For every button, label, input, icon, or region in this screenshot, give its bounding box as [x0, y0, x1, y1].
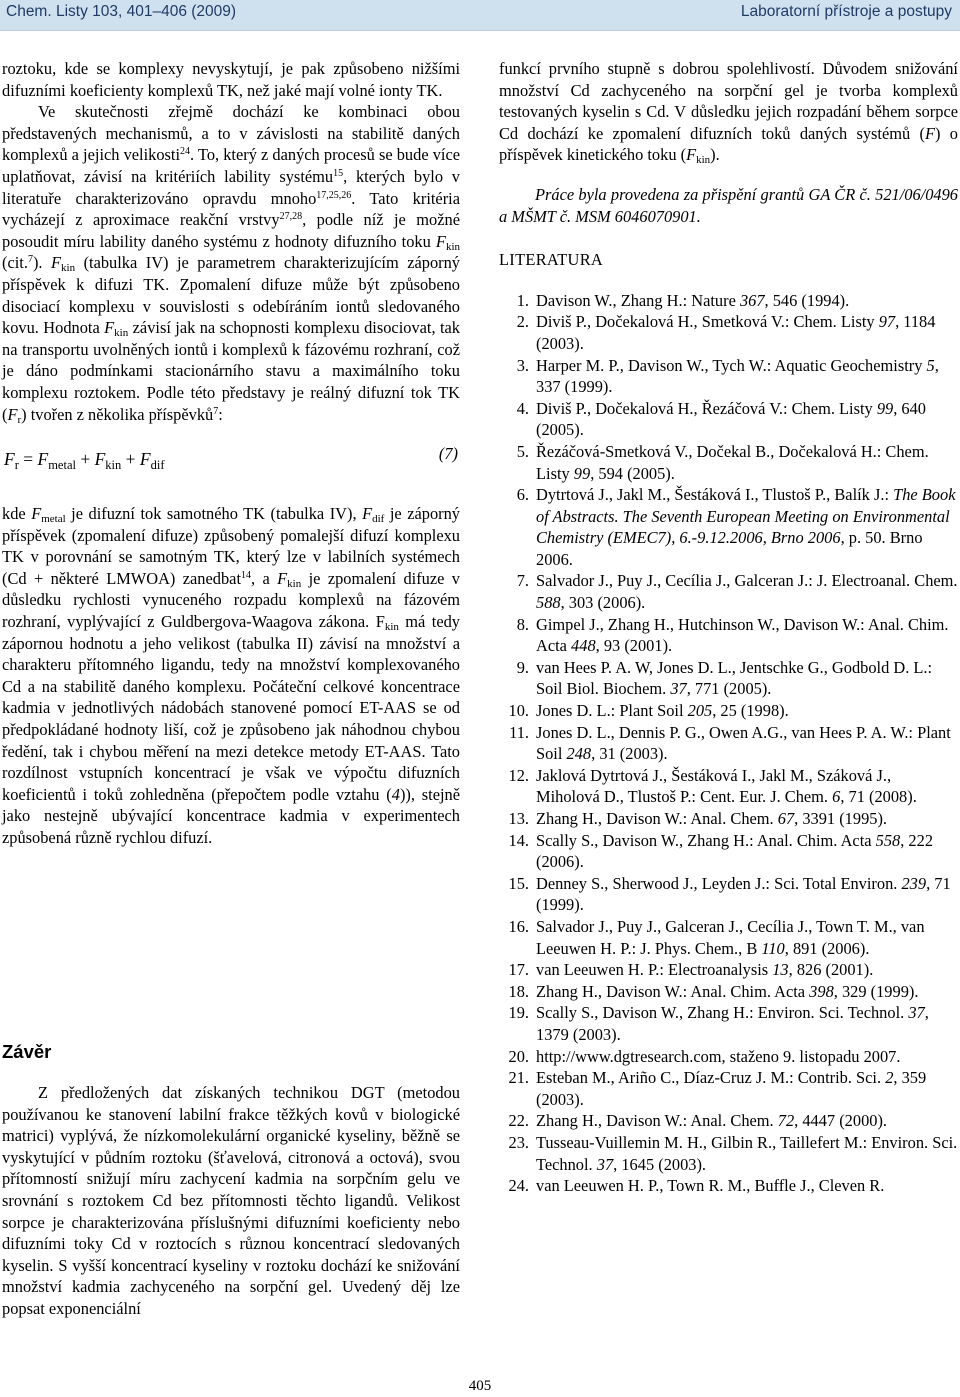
reference-list	[499, 290, 958, 1197]
reference-item	[499, 398, 958, 441]
reference-text: van Leeuwen H. P., Town R. M., Buffle J., Cleven R.	[536, 1176, 885, 1196]
reference-item	[499, 355, 958, 398]
paragraph: roztoku, kde se komplexy nevyskytují, je pak způsobeno nižšími difuzními koeficienty komplexů TK, než jaké mají volné ionty TK.	[2, 59, 460, 100]
reference-number: 5.	[516, 441, 529, 461]
reference-number: 9.	[516, 657, 529, 677]
reference-number: 13.	[508, 809, 529, 828]
reference-number: 1.	[516, 290, 529, 310]
reference-item	[499, 808, 958, 830]
reference-text: Zhang H., Davison W.: Anal. Chem. 67, 3391 (1995).	[536, 809, 888, 828]
reference-text: Scally S., Davison W., Zhang H.: Anal. Chim. Acta 558, 222 (2006).	[536, 830, 934, 872]
section-heading-conclusion: Závěr	[2, 1041, 52, 1062]
acknowledgement: Práce byla provedena za přispění grantů GA ČR č. 521/06/0496 a MŠMT č. MSM 6046070901.	[499, 184, 958, 226]
reference-number: 8.	[516, 614, 529, 634]
reference-item	[499, 311, 958, 354]
reference-text: Scally S., Davison W., Zhang H.: Environ. Sci. Technol. 37, 1379 (2003).	[536, 1003, 929, 1044]
reference-number: 16.	[508, 916, 529, 936]
reference-item	[499, 1067, 958, 1110]
reference-item	[499, 873, 958, 916]
reference-number: 6.	[516, 485, 529, 505]
reference-text: Gimpel J., Zhang H., Hutchinson W., Davison W.: Anal. Chim. Acta 448, 93 (2001).	[536, 614, 949, 656]
reference-item	[499, 765, 958, 808]
reference-number: 7.	[516, 571, 529, 591]
reference-number: 17.	[508, 960, 529, 980]
paragraph: Ve skutečnosti zřejmě dochází ke kombinaci obou představených mechanismů, a to v závislosti na stabilitě daných komplexů a jejich velikosti$^{24}$. To, který z daných procesů se bude více uplatňovat, závisí na kritériích lability systému$^{15}$, kterých bylo v literatuře charakterizováno opravdu mnoho$^{17,25,26}$. Tato kritéria vycházejí z aproximace reakční vrstvy$^{27,28}$, podle níž je možné posoudit míru lability daného systému z hodnoty difuzního toku $F_{kin}$ (cit.$^7$). $F_{kin}$ (tabulka IV) je parametrem charakterizujícím záporný příspěvek k difuzi TK. Zpomalení difuze může být způsobeno disociací komplexu v souvislosti s odebíráním iontů sledovaného kovu. Hodnota $F_{kin}$ závisí jak na schopnosti komplexu disociovat, tak na transportu uvolněných iontů i komplexů k fázovému rozhraní, což je dáno podmínkami stacionárního stavu a maximálního toku komplexu roztokem. Podle této představy je reálný difuzní tok TK $(F_r)$ tvořen z několika příspěvků$^7$:	[2, 102, 461, 426]
reference-number: 12.	[508, 765, 529, 785]
reference-number: 4.	[516, 398, 529, 418]
reference-item	[499, 570, 958, 613]
reference-text: Diviš P., Dočekalová H., Řezáčová V.: Chem. Listy 99, 640 (2005).	[536, 398, 926, 440]
reference-item	[499, 1002, 958, 1045]
reference-text: Salvador J., Puy J., Cecília J., Galceran J.: J. Electroanal. Chem. 588, 303 (2006).	[536, 571, 958, 613]
reference-text: van Hees P. A. W, Jones D. L., Jentschke G., Godbold D. L.: Soil Biol. Biochem. 37, 771 (2005).	[536, 657, 933, 699]
reference-text: Diviš P., Dočekalová H., Smetková V.: Chem. Listy 97, 1184 (2003).	[536, 312, 936, 353]
reference-text: Zhang H., Davison W.: Anal. Chem. 72, 4447 (2000).	[536, 1111, 888, 1131]
paragraph: funkcí prvního stupně s dobrou spolehlivostí. Důvodem snižování množství Cd zachyceného na sorpční gel je tvorba komplexů testovaných kyselin s Cd. V důsledku jejich rozpadání během sorpce Cd dochází ke zpomalení difuzních toků daných systémů (F) o příspěvek kinetického toku $(F_{kin})$.	[499, 59, 958, 167]
reference-text: Salvador J., Puy J., Galceran J., Cecília J., Town T. M., van Leeuwen H. P.: J. Phys. Chem., B 110, 891 (2006).	[536, 916, 925, 958]
equation-7	[2, 431, 460, 495]
reference-item	[499, 1132, 958, 1175]
reference-number: 22.	[508, 1111, 529, 1131]
reference-number: 11.	[509, 722, 529, 742]
paragraph: kde $F_{metal}$ je difuzní tok samotného TK (tabulka IV), $F_{dif}$ je záporný příspěvek (zpomalení difuze) způsobený pomalejší difuzí komplexu TK v porovnání se samotným TK, který lze v labilních systémech (Cd + některé LMWOA) zanedbat$^{14}$, a $F_{kin}$ je zpomalení difuze v důsledku rychlosti vynuceného rozpadu komplexů na fázovém rozhraní, vyplývající z Guldbergova-Waagova zákona. $F_{kin}$ má tedy zápornou hodnotu a jeho velikost (tabulka II) závisí na množství a charakteru přítomného ligandu, tedy na množství komplexovaného Cd a na stabilitě daného komplexu. Počáteční celkové koncentrace kadmia v jednotlivých nádobách stanovené pomocí ET-AAS se od předpokládané hodnoty liší, což je způsobeno jak náhodnou chybou ředění, tak i chybou měření na mezi detekce metody ET-AAS. Tato rozdílnost vstupních koncentrací je však ve výpočtu difuzních koeficientů i toků zohledněna (přepočtem podle vztahu (4)), stejně jako nestejně ubývající koncentrace kadmia v experimentech způsobená různě rychlou difuzí.	[2, 504, 461, 847]
reference-number: 19.	[508, 1003, 529, 1023]
reference-item	[499, 290, 958, 312]
reference-item	[499, 830, 958, 873]
reference-item	[499, 657, 958, 700]
reference-text: Jones D. L., Dennis P. G., Owen A.G., van Hees P. A. W.: Plant Soil 248, 31 (2003).	[536, 722, 951, 764]
reference-text: Dytrtová J., Jakl M., Šestáková I., Tlustoš P., Balík J.: The Book of Abstracts. The Seventh European Meeting on Environmental Chemistry (EMEC7), 6.-9.12.2006, Brno 2006, p. 50. Brno 2006.	[536, 485, 956, 569]
reference-text: van Leeuwen H. P.: Electroanalysis 13, 826 (2001).	[536, 960, 874, 980]
reference-text: Davison W., Zhang H.: Nature 367, 546 (1994).	[536, 290, 850, 310]
reference-text: Tusseau-Vuillemin M. H., Gilbin R., Taillefert M.: Environ. Sci. Technol. 37, 1645 (2003).	[536, 1132, 958, 1174]
reference-text: Harper M. P., Davison W., Tych W.: Aquatic Geochemistry 5, 337 (1999).	[536, 355, 939, 397]
reference-text: Jaklová Dytrtová J., Šestáková I., Jakl M., Száková J., Miholová D., Tlustoš P.: Cent. Eur. J. Chem. 6, 71 (2008).	[536, 765, 917, 807]
reference-item	[499, 959, 958, 981]
reference-number: 23.	[508, 1132, 529, 1152]
reference-item	[499, 981, 958, 1003]
reference-item	[499, 484, 958, 570]
reference-item	[499, 614, 958, 657]
reference-text: Denney S., Sherwood J., Leyden J.: Sci. Total Environ. 239, 71 (1999).	[536, 873, 951, 915]
reference-item	[499, 916, 958, 959]
reference-number: 20.	[508, 1046, 529, 1066]
journal-citation: Chem. Listy 103, 401–406 (2009)	[6, 3, 237, 20]
right-column	[499, 58, 958, 1197]
reference-text: http://www.dgtresearch.com, staženo 9. listopadu 2007.	[536, 1046, 901, 1066]
reference-number: 2.	[516, 312, 529, 332]
reference-number: 24.	[508, 1176, 529, 1196]
page-number: 405	[468, 1378, 492, 1394]
running-header	[0, 0, 960, 31]
section-title: Laboratorní přístroje a postupy	[740, 3, 952, 20]
conclusion-paragraph: Z předložených dat získaných technikou DGT (metodou používanou ke stanovení labilní frakce těžkých kovů v biologické matrici) vyplývá, že nízkomolekulární organické kyseliny, běžně se vyskytující v půdním roztoku (šťavelová, citronová a octová), svou přítomností snižují míru zachycení kadmia na sorpčním gelu ve srovnání s roztokem Cd bez přítomnosti těchto ligandů. Velikost sorpce je charakterizována příslušnými difuzními koeficienty nebo difuzními toky Cd v roztocích s různou koncentrací sledovaných kyselin. S vyšší koncentrací kyseliny v roztoku dochází ke snižování množství kadmia zachyceného na sorpční gel. Uvedený děj lze popsat exponenciální	[2, 1083, 460, 1318]
reference-item	[499, 722, 958, 765]
reference-item	[499, 1175, 958, 1197]
equation-formula: $F_r = F_{metal} + F_{kin} + F_{dif}$	[4, 449, 165, 473]
reference-item	[499, 1046, 958, 1068]
reference-number: 18.	[508, 981, 529, 1001]
reference-number: 15.	[508, 873, 529, 893]
reference-number: 3.	[516, 355, 529, 375]
literature-heading: LITERATURA	[499, 250, 604, 270]
reference-number: 10.	[508, 701, 529, 721]
reference-text: Řezáčová-Smetková V., Dočekal B., Dočekalová H.: Chem. Listy 99, 594 (2005).	[536, 441, 929, 483]
equation-number: (7)	[438, 444, 458, 464]
reference-item	[499, 700, 958, 722]
reference-number: 14.	[508, 830, 529, 850]
left-column	[2, 58, 460, 849]
reference-item	[499, 1110, 958, 1132]
reference-item	[499, 441, 958, 484]
reference-number: 21.	[508, 1068, 529, 1088]
reference-text: Zhang H., Davison W.: Anal. Chim. Acta 398, 329 (1999).	[536, 981, 919, 1001]
reference-text: Esteban M., Ariño C., Díaz-Cruz J. M.: Contrib. Sci. 2, 359 (2003).	[536, 1068, 927, 1109]
reference-text: Jones D. L.: Plant Soil 205, 25 (1998).	[536, 701, 789, 721]
